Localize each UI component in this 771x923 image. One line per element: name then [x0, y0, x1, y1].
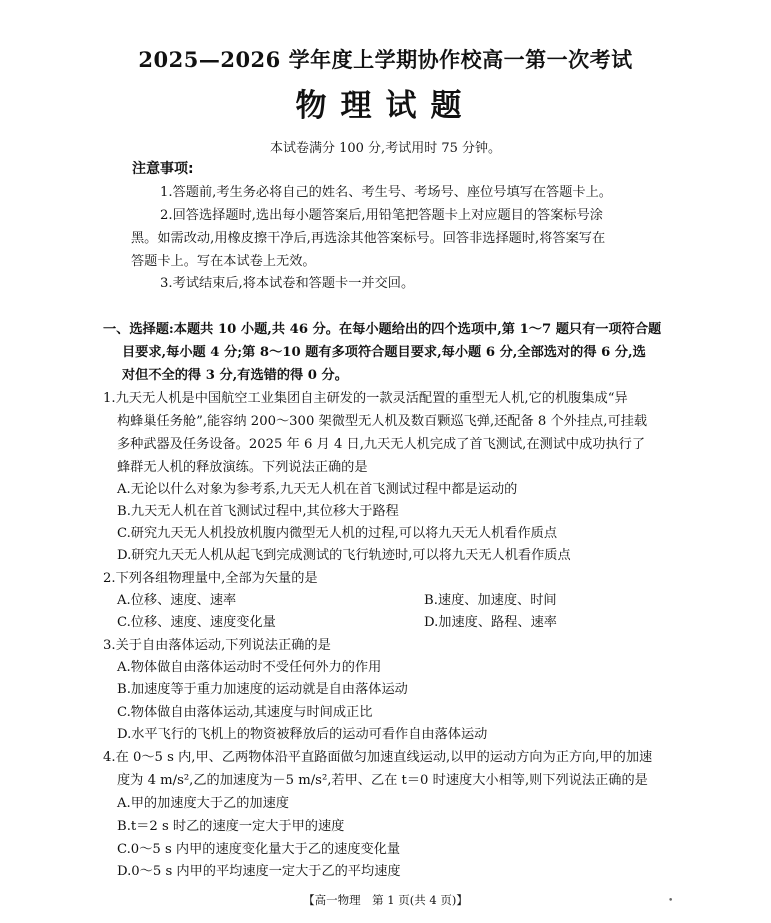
option: B.加速度等于重力加速度的运动就是自由落体运动 — [117, 682, 408, 697]
question-stem: 4.在 0～5 s 内,甲、乙两物体沿平直路面做匀加速直线运动,以甲的运动方向为正方向,甲的加速 — [103, 750, 653, 765]
option: C.位移、速度、速度变化量 — [117, 615, 276, 630]
option: C.物体做自由落体运动,其速度与时间成正比 — [117, 705, 373, 720]
option: D.0～5 s 内甲的平均速度一定大于乙的平均速度 — [117, 864, 401, 879]
notes-title: 注意事项: — [132, 161, 194, 177]
question-stem: 多种武器及任务设备。2025 年 6 月 4 日,九天无人机完成了首飞测试,在测试中成功执行了 — [117, 437, 646, 452]
option: C.研究九天无人机投放机腹内微型无人机的过程,可以将九天无人机看作质点 — [117, 526, 558, 541]
question-stem: 3.关于自由落体运动,下列说法正确的是 — [103, 638, 331, 653]
exam-info: 本试卷满分 100 分,考试用时 75 分钟。 — [269, 141, 502, 156]
section-instructions: 目要求,每小题 4 分;第 8～10 题有多项符合题目要求,每小题 6 分,全部选对的得 6 分,选 — [122, 345, 646, 360]
question-stem: 蜂群无人机的释放演练。下列说法正确的是 — [117, 460, 368, 475]
notes-line: 1.答题前,考生务必将自己的姓名、考生号、考场号、座位号填写在答题卡上。 — [160, 185, 612, 200]
page-footer: 【高一物理 第 1 页(共 4 页)】 — [303, 893, 468, 907]
notes-line: 3.考试结束后,将本试卷和答题卡一并交回。 — [160, 276, 415, 291]
option: A.物体做自由落体运动时不受任何外力的作用 — [117, 660, 382, 675]
question-stem: 2.下列各组物理量中,全部为矢量的是 — [103, 571, 318, 586]
page-mark: • — [668, 896, 674, 906]
exam-title: 2025—2026 学年度上学期协作校高一第一次考试 — [138, 47, 633, 72]
option: B.速度、加速度、时间 — [424, 593, 557, 608]
option: D.水平飞行的飞机上的物资被释放后的运动可看作自由落体运动 — [117, 727, 488, 742]
section-instructions: 对但不全的得 3 分,有选错的得 0 分。 — [122, 368, 348, 383]
option: D.研究九天无人机从起飞到完成测试的飞行轨迹时,可以将九天无人机看作质点 — [117, 548, 571, 563]
notes-line: 黑。如需改动,用橡皮擦干净后,再选涂其他答案标号。回答非选择题时,将答案写在 — [131, 231, 606, 246]
notes-line: 答题卡上。写在本试卷上无效。 — [131, 254, 316, 269]
section-instructions: 一、选择题:本题共 10 小题,共 46 分。在每小题给出的四个选项中,第 1～7 题只有一项符合题 — [103, 322, 662, 337]
question-stem: 度为 4 m/s²,乙的加速度为－5 m/s²,若甲、乙在 t＝0 时速度大小相等,则下列说法正确的是 — [117, 773, 648, 788]
option: A.位移、速度、速率 — [117, 593, 237, 608]
question-stem: 构蜂巢任务舱”,能容纳 200～300 架微型无人机及数百颗巡飞弹,还配备 8 个外挂点,可挂载 — [117, 414, 648, 429]
subject-title: 物理试题 — [295, 88, 476, 124]
option: B.九天无人机在首飞测试过程中,其位移大于路程 — [117, 504, 399, 519]
option: A.甲的加速度大于乙的加速度 — [117, 796, 289, 811]
notes-line: 2.回答选择题时,选出每小题答案后,用铅笔把答题卡上对应题目的答案标号涂 — [160, 208, 603, 223]
question-stem: 1.九天无人机是中国航空工业集团自主研发的一款灵活配置的重型无人机,它的机腹集成“异 — [103, 391, 628, 406]
option: A.无论以什么对象为参考系,九天无人机在首飞测试过程中都是运动的 — [117, 482, 518, 497]
option: B.t＝2 s 时乙的速度一定大于甲的速度 — [117, 819, 345, 834]
option: C.0～5 s 内甲的速度变化量大于乙的速度变化量 — [117, 842, 401, 857]
option: D.加速度、路程、速率 — [424, 615, 557, 630]
